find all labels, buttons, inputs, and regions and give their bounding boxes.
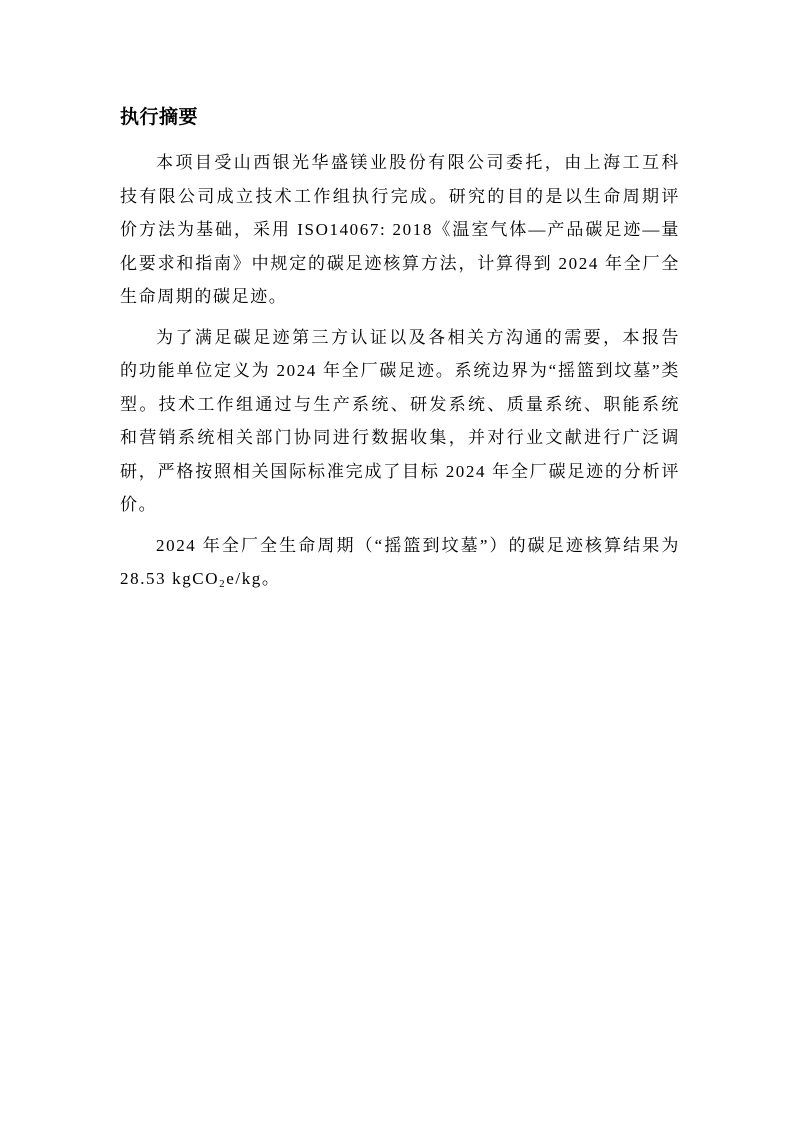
text-line: 价方法为基础，采用 ISO14067: 2018《温室气体—产品碳足迹—量 <box>120 220 680 239</box>
text-line: 型。技术工作组通过与生产系统、研发系统、质量系统、职能系统 <box>120 394 680 414</box>
text-line: 为了满足碳足迹第三方认证以及各相关方沟通的需要，本报告 <box>156 327 680 347</box>
result-subscript: 2 <box>219 578 227 590</box>
text-line: 和营销系统相关部门协同进行数据收集，并对行业文献进行广泛调 <box>120 428 680 447</box>
text-line: 本项目受山西银光华盛镁业股份有限公司委托，由上海工互科 <box>156 153 680 172</box>
section-heading: 执行摘要 <box>120 106 199 128</box>
text-line: 的功能单位定义为 2024 年全厂碳足迹。系统边界为“摇篮到坟墓”类 <box>120 361 680 380</box>
text-line: 化要求和指南》中规定的碳足迹核算方法，计算得到 2024 年全厂全 <box>120 253 680 273</box>
text-line: 生命周期的碳足迹。 <box>120 287 288 306</box>
result-value: 28.53 kgCO <box>120 569 220 588</box>
paragraph-functional-unit <box>120 321 680 522</box>
result-unit: e/kg。 <box>226 569 281 588</box>
text-line: 价。 <box>120 495 158 514</box>
text-line: 2024 年全厂全生命周期（“摇篮到坟墓”）的碳足迹核算结果为 <box>156 535 680 555</box>
paragraph-project-intro <box>120 146 680 314</box>
carbon-footprint-result <box>120 562 680 596</box>
text-line: 技有限公司成立技术工作组执行完成。研究的目的是以生命周期评 <box>120 186 680 206</box>
text-line: 研，严格按照相关国际标准完成了目标 2024 年全厂碳足迹的分析评 <box>120 461 680 481</box>
document-body <box>120 146 680 603</box>
paragraph-result <box>120 529 680 596</box>
